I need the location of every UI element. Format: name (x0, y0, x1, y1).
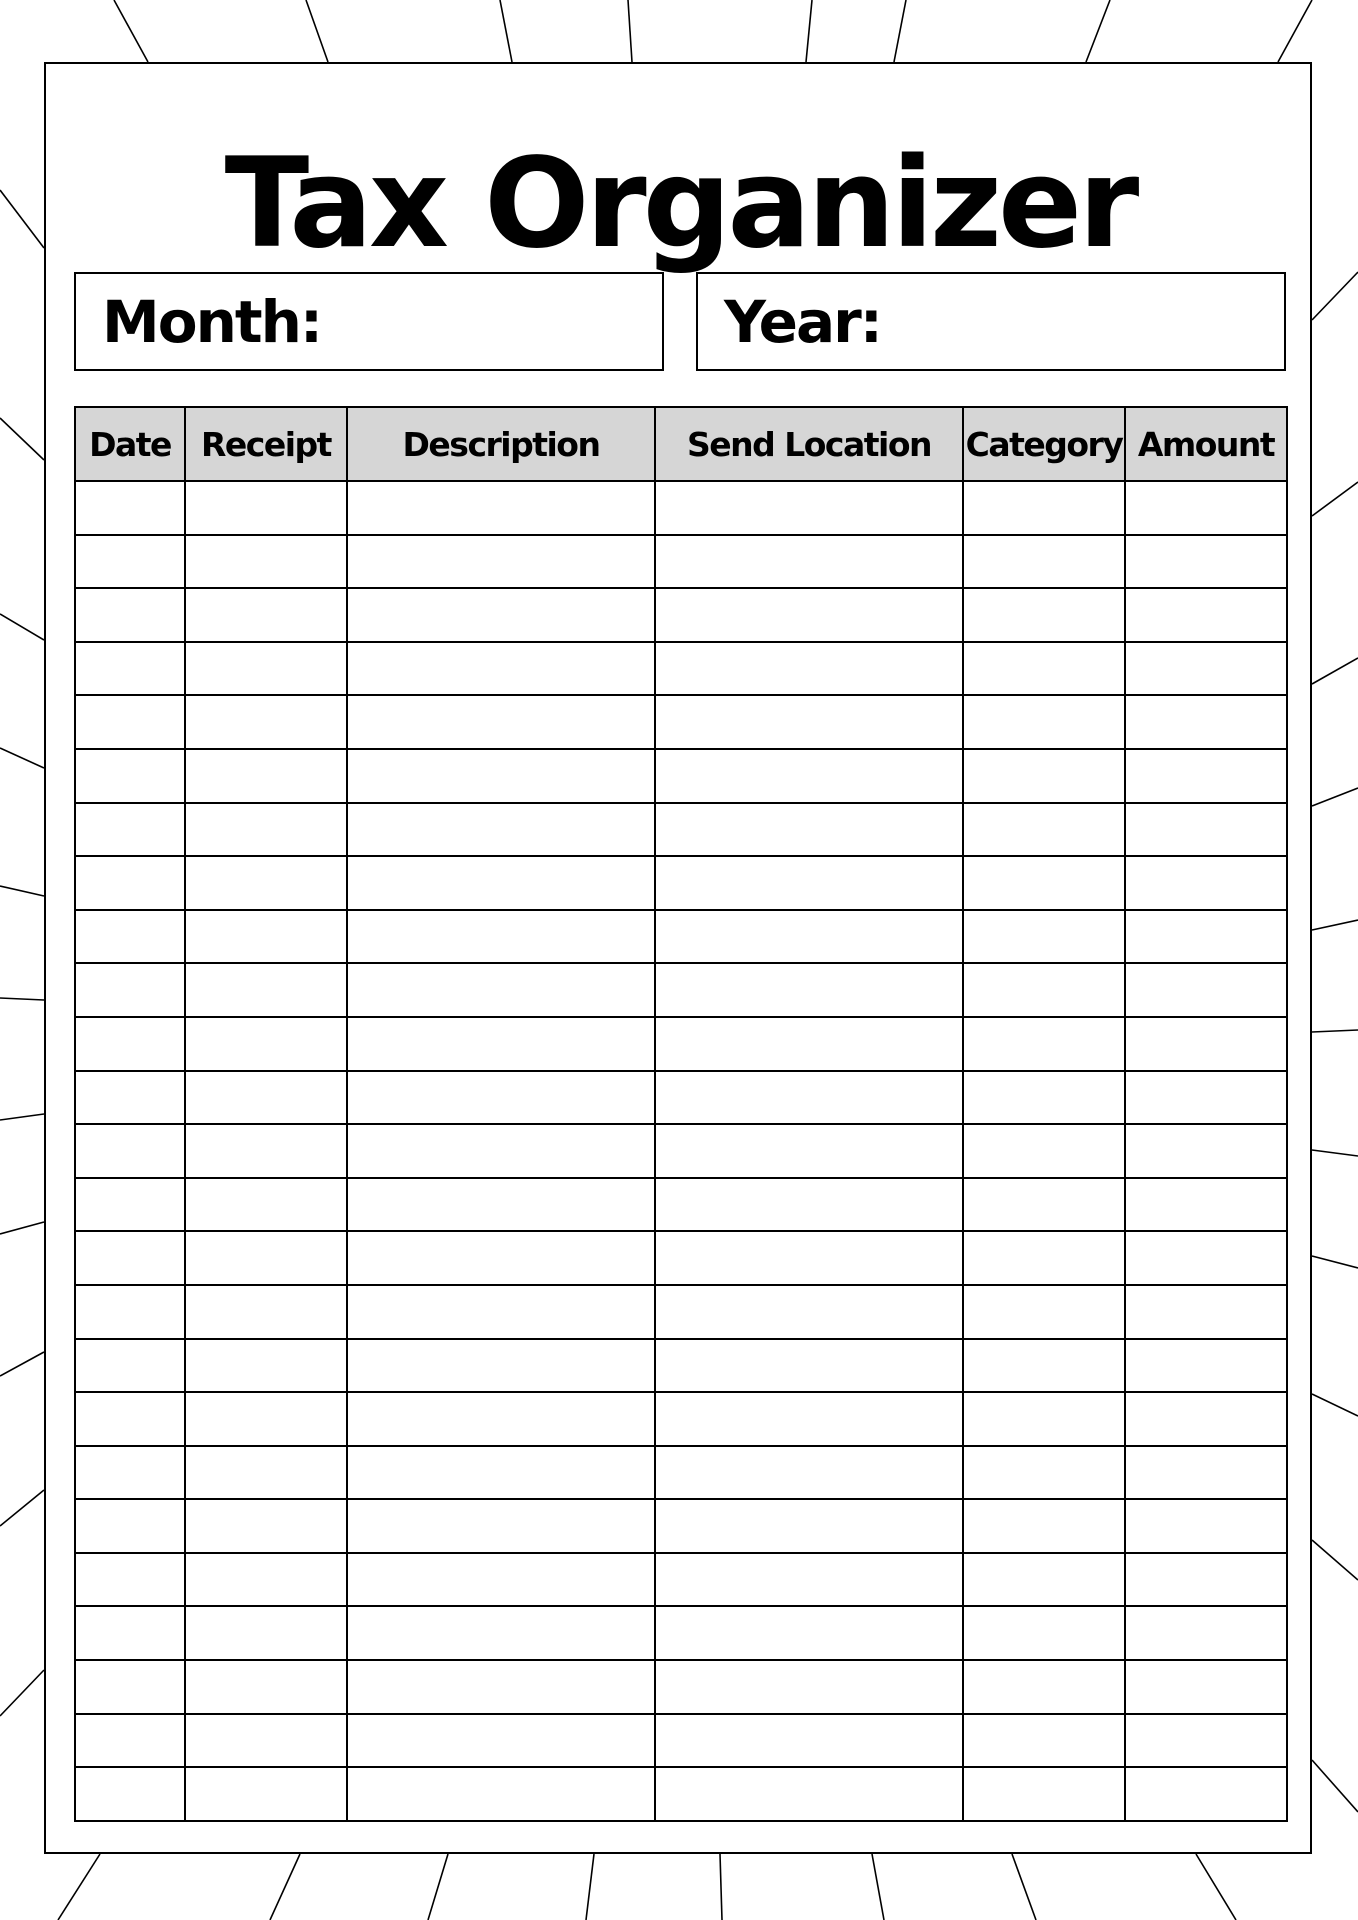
cell-amount[interactable] (1125, 910, 1287, 964)
cell-receipt[interactable] (185, 1178, 347, 1232)
cell-date[interactable] (75, 588, 185, 642)
cell-date[interactable] (75, 1178, 185, 1232)
cell-send-location[interactable] (655, 1339, 963, 1393)
table-row (75, 1178, 1287, 1232)
cell-date[interactable] (75, 1553, 185, 1607)
table-row (75, 1714, 1287, 1768)
cell-amount[interactable] (1125, 1767, 1287, 1821)
cell-description[interactable] (347, 1285, 655, 1339)
table-row (75, 1767, 1287, 1821)
table-row (75, 1660, 1287, 1714)
cell-category[interactable] (963, 803, 1125, 857)
cell-receipt[interactable] (185, 1017, 347, 1071)
cell-date[interactable] (75, 1392, 185, 1446)
cell-description[interactable] (347, 1767, 655, 1821)
cell-amount[interactable] (1125, 1606, 1287, 1660)
cell-amount[interactable] (1125, 1339, 1287, 1393)
cell-date[interactable] (75, 1606, 185, 1660)
cell-category[interactable] (963, 1392, 1125, 1446)
cell-amount[interactable] (1125, 1446, 1287, 1500)
cell-receipt[interactable] (185, 1714, 347, 1768)
year-field[interactable] (696, 272, 1286, 371)
cell-date[interactable] (75, 1339, 185, 1393)
cell-date[interactable] (75, 1714, 185, 1768)
cell-amount[interactable] (1125, 481, 1287, 535)
cell-amount[interactable] (1125, 856, 1287, 910)
cell-receipt[interactable] (185, 1339, 347, 1393)
cell-send-location[interactable] (655, 1231, 963, 1285)
cell-category[interactable] (963, 1553, 1125, 1607)
cell-amount[interactable] (1125, 963, 1287, 1017)
cell-receipt[interactable] (185, 910, 347, 964)
cell-send-location[interactable] (655, 535, 963, 589)
cell-receipt[interactable] (185, 749, 347, 803)
cell-date[interactable] (75, 803, 185, 857)
cell-amount[interactable] (1125, 1499, 1287, 1553)
table-row (75, 535, 1287, 589)
table-header-row (75, 407, 1287, 481)
cell-send-location[interactable] (655, 963, 963, 1017)
table-body (75, 481, 1287, 1821)
cell-send-location[interactable] (655, 856, 963, 910)
cell-receipt[interactable] (185, 1285, 347, 1339)
cell-receipt[interactable] (185, 1392, 347, 1446)
cell-description[interactable] (347, 1231, 655, 1285)
table-row (75, 1553, 1287, 1607)
cell-receipt[interactable] (185, 1660, 347, 1714)
table-row (75, 1231, 1287, 1285)
cell-category[interactable] (963, 1660, 1125, 1714)
cell-category[interactable] (963, 1714, 1125, 1768)
cell-receipt[interactable] (185, 588, 347, 642)
cell-send-location[interactable] (655, 1285, 963, 1339)
cell-receipt[interactable] (185, 535, 347, 589)
cell-date[interactable] (75, 856, 185, 910)
cell-send-location[interactable] (655, 1606, 963, 1660)
cell-description[interactable] (347, 749, 655, 803)
cell-category[interactable] (963, 588, 1125, 642)
cell-description[interactable] (347, 1339, 655, 1393)
cell-send-location[interactable] (655, 749, 963, 803)
cell-amount[interactable] (1125, 1285, 1287, 1339)
cell-category[interactable] (963, 1767, 1125, 1821)
cell-amount[interactable] (1125, 1231, 1287, 1285)
cell-date[interactable] (75, 1767, 185, 1821)
cell-receipt[interactable] (185, 803, 347, 857)
cell-description[interactable] (347, 1017, 655, 1071)
table-row (75, 1446, 1287, 1500)
column-header-receipt: Receipt (185, 407, 347, 481)
cell-description[interactable] (347, 1714, 655, 1768)
cell-description[interactable] (347, 1606, 655, 1660)
cell-date[interactable] (75, 1071, 185, 1125)
cell-date[interactable] (75, 535, 185, 589)
cell-category[interactable] (963, 1339, 1125, 1393)
cell-description[interactable] (347, 1660, 655, 1714)
cell-date[interactable] (75, 1017, 185, 1071)
table-row (75, 910, 1287, 964)
cell-amount[interactable] (1125, 1071, 1287, 1125)
cell-send-location[interactable] (655, 695, 963, 749)
cell-send-location[interactable] (655, 1392, 963, 1446)
cell-category[interactable] (963, 1017, 1125, 1071)
cell-date[interactable] (75, 1446, 185, 1500)
cell-send-location[interactable] (655, 1124, 963, 1178)
cell-amount[interactable] (1125, 1017, 1287, 1071)
cell-send-location[interactable] (655, 1553, 963, 1607)
cell-description[interactable] (347, 1124, 655, 1178)
cell-receipt[interactable] (185, 481, 347, 535)
cell-category[interactable] (963, 1178, 1125, 1232)
cell-receipt[interactable] (185, 1446, 347, 1500)
table-row (75, 1285, 1287, 1339)
cell-category[interactable] (963, 1285, 1125, 1339)
table-row (75, 1499, 1287, 1553)
cell-amount[interactable] (1125, 695, 1287, 749)
cell-description[interactable] (347, 642, 655, 696)
table-row (75, 1071, 1287, 1125)
cell-category[interactable] (963, 749, 1125, 803)
table-row (75, 1392, 1287, 1446)
table-row (75, 749, 1287, 803)
cell-amount[interactable] (1125, 803, 1287, 857)
cell-receipt[interactable] (185, 642, 347, 696)
cell-date[interactable] (75, 695, 185, 749)
cell-date[interactable] (75, 1285, 185, 1339)
cell-receipt[interactable] (185, 695, 347, 749)
cell-amount[interactable] (1125, 588, 1287, 642)
table-row (75, 588, 1287, 642)
cell-category[interactable] (963, 535, 1125, 589)
cell-receipt[interactable] (185, 1071, 347, 1125)
cell-amount[interactable] (1125, 1124, 1287, 1178)
table-row (75, 1339, 1287, 1393)
cell-description[interactable] (347, 1499, 655, 1553)
table-row (75, 803, 1287, 857)
table-row (75, 481, 1287, 535)
cell-amount[interactable] (1125, 535, 1287, 589)
tax-organizer-sheet (44, 62, 1312, 1854)
cell-date[interactable] (75, 963, 185, 1017)
table-row (75, 963, 1287, 1017)
table-row (75, 642, 1287, 696)
cell-description[interactable] (347, 1553, 655, 1607)
cell-category[interactable] (963, 642, 1125, 696)
cell-amount[interactable] (1125, 1553, 1287, 1607)
cell-send-location[interactable] (655, 1017, 963, 1071)
cell-category[interactable] (963, 910, 1125, 964)
page-title: Tax Organizer (224, 132, 1136, 276)
cell-send-location[interactable] (655, 481, 963, 535)
month-field[interactable] (74, 272, 664, 371)
cell-description[interactable] (347, 588, 655, 642)
cell-receipt[interactable] (185, 1606, 347, 1660)
cell-description[interactable] (347, 803, 655, 857)
cell-category[interactable] (963, 1499, 1125, 1553)
cell-description[interactable] (347, 963, 655, 1017)
cell-date[interactable] (75, 910, 185, 964)
cell-send-location[interactable] (655, 642, 963, 696)
cell-amount[interactable] (1125, 1660, 1287, 1714)
cell-receipt[interactable] (185, 1231, 347, 1285)
cell-amount[interactable] (1125, 642, 1287, 696)
cell-date[interactable] (75, 1231, 185, 1285)
cell-send-location[interactable] (655, 1714, 963, 1768)
table-row (75, 1124, 1287, 1178)
cell-receipt[interactable] (185, 963, 347, 1017)
cell-category[interactable] (963, 1071, 1125, 1125)
cell-category[interactable] (963, 1606, 1125, 1660)
cell-amount[interactable] (1125, 1714, 1287, 1768)
cell-send-location[interactable] (655, 1071, 963, 1125)
cell-description[interactable] (347, 481, 655, 535)
cell-description[interactable] (347, 1392, 655, 1446)
cell-send-location[interactable] (655, 803, 963, 857)
cell-amount[interactable] (1125, 1178, 1287, 1232)
cell-send-location[interactable] (655, 588, 963, 642)
cell-send-location[interactable] (655, 1660, 963, 1714)
cell-date[interactable] (75, 481, 185, 535)
cell-amount[interactable] (1125, 1392, 1287, 1446)
month-label: Month: (102, 287, 322, 356)
cell-receipt[interactable] (185, 1553, 347, 1607)
cell-send-location[interactable] (655, 1499, 963, 1553)
cell-description[interactable] (347, 856, 655, 910)
column-header-amount: Amount (1125, 407, 1287, 481)
cell-date[interactable] (75, 1499, 185, 1553)
cell-date[interactable] (75, 1660, 185, 1714)
cell-send-location[interactable] (655, 1178, 963, 1232)
cell-description[interactable] (347, 910, 655, 964)
table-row (75, 856, 1287, 910)
cell-description[interactable] (347, 535, 655, 589)
cell-category[interactable] (963, 856, 1125, 910)
cell-amount[interactable] (1125, 749, 1287, 803)
cell-receipt[interactable] (185, 1767, 347, 1821)
cell-date[interactable] (75, 642, 185, 696)
table-row (75, 1017, 1287, 1071)
cell-date[interactable] (75, 1124, 185, 1178)
cell-send-location[interactable] (655, 910, 963, 964)
cell-send-location[interactable] (655, 1446, 963, 1500)
cell-description[interactable] (347, 1071, 655, 1125)
cell-description[interactable] (347, 695, 655, 749)
cell-receipt[interactable] (185, 1124, 347, 1178)
cell-description[interactable] (347, 1446, 655, 1500)
cell-receipt[interactable] (185, 856, 347, 910)
tax-log-table (74, 406, 1288, 1822)
column-header-date: Date (75, 407, 185, 481)
cell-category[interactable] (963, 481, 1125, 535)
cell-category[interactable] (963, 1231, 1125, 1285)
year-label: Year: (724, 287, 881, 356)
cell-category[interactable] (963, 963, 1125, 1017)
cell-send-location[interactable] (655, 1767, 963, 1821)
cell-category[interactable] (963, 1124, 1125, 1178)
table-row (75, 695, 1287, 749)
column-header-send-location: Send Location (655, 407, 963, 481)
column-header-category: Category (963, 407, 1125, 481)
cell-category[interactable] (963, 1446, 1125, 1500)
cell-date[interactable] (75, 749, 185, 803)
cell-category[interactable] (963, 695, 1125, 749)
cell-receipt[interactable] (185, 1499, 347, 1553)
cell-description[interactable] (347, 1178, 655, 1232)
table-row (75, 1606, 1287, 1660)
column-header-description: Description (347, 407, 655, 481)
